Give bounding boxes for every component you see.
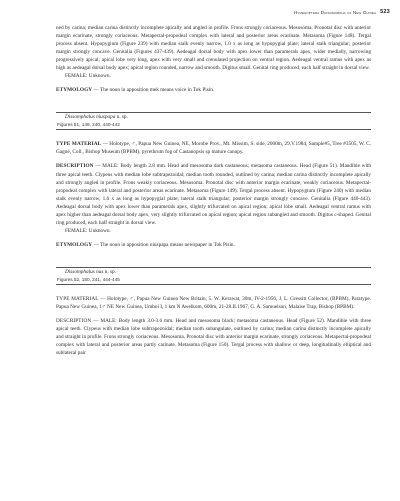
paragraph-etymology bbox=[56, 86, 371, 94]
species-name: Dissomphalus niuspapa bbox=[65, 114, 116, 121]
page-number: 523 bbox=[380, 9, 390, 15]
section-label: DESCRIPTION bbox=[56, 318, 92, 325]
species-title bbox=[56, 113, 371, 121]
section-text: — MALE: Body length 3.0-3.6 mm. Head and mesosoma black; metasoma castaneous. Head (Figure 52). Mandible with three apical teeth. Clypeus with median lobe subtrapezoidal; median tooth subangulate, outlined by carina; median carina distinctly incomplete apically and straight in profile. Frons strongly coriaceous. Mesosoma. Pronotal disc with anterior margin ecarinate, strongly coriaceous. Metapectal-propodeal complex with lateral and posterior areas partly carinate. Metasoma (Figure 150). Tergal process with shallow or deep, longitudinally elliptical and sublateral pair bbox=[56, 318, 371, 357]
running-head bbox=[294, 6, 390, 18]
section-text: — MALE: Body length 2.8 mm. Head and mesosoma dark castaneous; metasoma castaneous. Head (Figure 51). Mandible with three apical teeth. Clypeus with median lobe subtrapezoidal; median tooth rounded, outlined by carina; median carina distinctly incomplete apically and strongly angled in profile. Frons weakly coriaceous. Mesosoma. Pronotal disc with anterior margin ecarinate, weakly coriaceous. Metapectal-propodeal complex with lateral and posterior areas ecarinate. Metasoma (Figure 149). Tergal process absent. Hypopygium (Figure 240) with median stalk evenly narrow, 1.6 x as long as hypopygial plate; lateral stalk triangular; posterior margin strongly concave. Genitalia (Figure 440-443). Aedeagal dorsal body with apex lower than paramerals apex, slightly trifurcated on apical region; apical lobe small. Aedeagal ventral ramus with apex higher than aedeagal dorsal body apex, very slightly trifurcated on apical region; apical region subangled and smooth. Digitus c-shaped. Genital ring produced, each half straight in dorsal view. bbox=[56, 163, 371, 226]
paragraph-female: FEMALE: Unknown. bbox=[65, 227, 111, 234]
paragraph-description bbox=[56, 162, 371, 226]
paragraph-female: FEMALE: Unknown. bbox=[65, 73, 111, 80]
section-label: ETYMOLOGY bbox=[56, 87, 93, 94]
species-title bbox=[56, 268, 371, 276]
section-label: TYPE MATERIAL bbox=[56, 141, 102, 148]
section-label: TYPE MATERIAL bbox=[56, 295, 99, 302]
section-label: ETYMOLOGY bbox=[56, 241, 93, 248]
section-text: — Holotype, ♂, Papua New Guinea New Britain, 5. W. Kerawat, 30m, IV-2-1956, J. L. Gressitt Collector, (BPBM). Paratype. Papua New Guinea, 1♂ NE New Guinea, Umboi I, 1 km N Awelkom, 600m, 21-28.II.1967, G. A. Samuelson, Malaise Trap, Bishop (BPBM). bbox=[56, 295, 371, 310]
running-title: Hymenoptera Diosomorpha of New Guinea bbox=[293, 9, 377, 15]
section-text: — Holotype, ♂, Papua New Guinea, NE, Morobe Prov., Mt. Missim, S. side, 2000m, 29.V.1984, Sample#5, Tree #3505, W. C. Gagné, Coll., Bishop Museum (BPBM), pyrethrum fog of Castanopsis sp mature canopy. bbox=[56, 141, 371, 156]
paragraph-etymology bbox=[56, 241, 371, 249]
body-text bbox=[56, 24, 371, 357]
species-figures: Figures 51, 149, 240, 440-442 bbox=[57, 122, 120, 128]
paragraph-type-material bbox=[56, 140, 371, 156]
species-figures: Figures 52, 150, 241, 444-445 bbox=[57, 276, 120, 282]
species-name: Dissomphalus nus bbox=[65, 268, 104, 275]
section-text: — The noun in apposition niuspapa means newspaper in Tok Pisin. bbox=[92, 241, 235, 248]
species-suffix: n. sp. bbox=[103, 268, 116, 275]
section-label: DESCRIPTION bbox=[56, 163, 94, 170]
paragraph-description bbox=[56, 317, 371, 357]
paragraph-type-material bbox=[56, 295, 371, 311]
paragraph: ned by carina; median carina distinctly incomplete apically and angled in profile. Frons strongly coriaceous. Mesosoma. Pronotal disc with anterior margin ecarinate, strongly coriaceous. Metapectal-propodeal complex with lateral and posterior areas ecarinate. Metasoma (Figure 148). Tergal process absent. Hypopygium (Figure 239) with median stalk evenly narrow, 1.0 x as long as hypopygial plate; lateral stalk triangular; posterior margin strongly concave. Genitalia (Figures 437-439). Aedeagal dorsal body with apex lower than paramerals apex, wider medially, narrowing progressively apical; apical lobe very long, apex with very small and crenulated projection on ventral region. Aedeagal ventral ramus with apex as high as aedeagal dorsal body apex; apical region rounded, narrow and smooth. Digitus small. Genital ring produced, each half straight in dorsal view. bbox=[56, 25, 371, 72]
section-text: — The noun in apposition mek means voice in Tok Pisin. bbox=[92, 87, 215, 94]
species-suffix: n. sp. bbox=[115, 114, 128, 121]
